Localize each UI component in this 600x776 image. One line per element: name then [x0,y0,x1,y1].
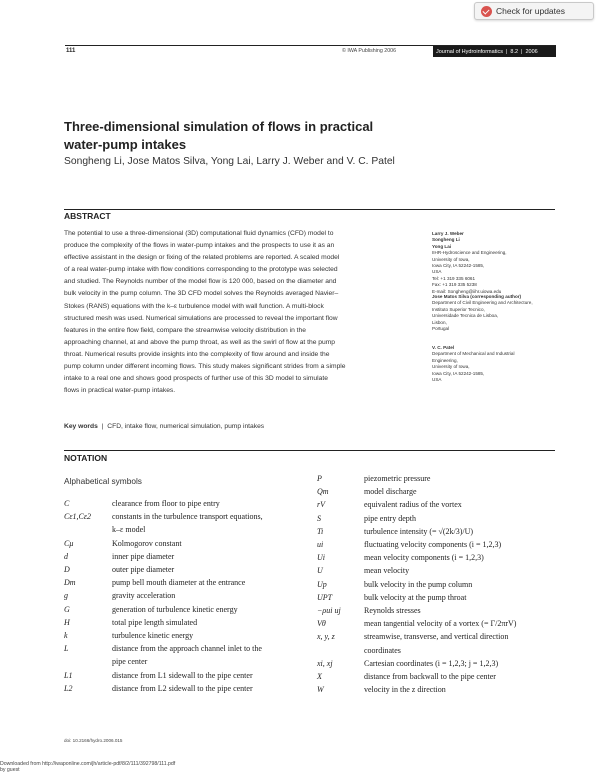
abstract-line: throat. Numerical results provide insights into the complexity of flow around and inside the [64,350,330,358]
notation-definition: total pipe length simulated [112,617,198,627]
abstract-line: of a real water-pump intake with flow conditions corresponding to the prototype was selected [64,266,338,274]
affiliation-line: Department of Mechanical and Industrial [432,351,515,357]
check-updates-icon [481,6,492,17]
notation-symbol: −ρui uj [317,606,341,615]
abstract-line: effective assistant in the design or fixing of the related problems are reported. A scaled model [64,254,340,262]
notation-row [317,564,410,577]
title-line: water-pump intakes [64,137,187,152]
notation-symbol: G [64,604,70,614]
notation-definition: k–ε model [112,525,146,535]
notation-symbol: S [317,513,321,523]
affiliation-author: Yong Lai [432,243,452,249]
notation-row [317,591,467,604]
notation-symbol: UPT [317,592,333,602]
notation-definition: mean tangential velocity of a vortex (= Γ/2πrV) [364,619,517,629]
notation-symbol: Ui [317,553,325,563]
volume-issue: 8.2 [510,48,519,55]
notation-symbol: D [64,565,70,574]
notation-symbol: d [64,551,68,561]
notation-row [64,550,175,563]
journal-year: 2006 [525,48,538,55]
alphabetical-symbols-heading: Alphabetical symbols [64,476,142,486]
abstract-rule [64,209,555,210]
abstract-line: approaching channel, at and above the pump throat, as well as the swirl of flow at the pump [64,338,336,346]
notation-definition: Cartesian coordinates (i = 1,2,3; j = 1,2,3) [364,658,499,668]
notation-row [317,472,431,485]
doi: doi: 10.2166/hydro.2006.015 [64,738,123,743]
copyright: © IWA Publishing 2006 [342,48,397,54]
notation-row [317,630,509,643]
notation-row [64,576,246,589]
affiliation-iowa [432,231,562,295]
notation-symbol: C [64,499,70,508]
abstract-line: produce the complexity of the flows in water-pump intakes and the prospects to use it as an [64,242,335,250]
notation-row [64,563,175,576]
notation-symbol: X [317,672,322,681]
notation-definition: distance from L2 sidewall to the pipe center [112,683,253,693]
notation-definition: fluctuating velocity components (i = 1,2,3) [364,540,502,549]
notation-symbol: g [64,591,68,601]
notation-row [64,537,182,550]
affiliation-author: Jose Matos Silva (corresponding author) [432,294,522,299]
notation-definition: pipe entry depth [364,513,416,523]
notation-heading: NOTATION [64,453,108,463]
notation-symbol: L1 [64,670,73,680]
notation-row [317,670,496,683]
affiliation-line: Instituto Superior Tecnico, [432,306,485,312]
notation-definition: clearance from floor to pipe entry [112,499,220,508]
notation-symbol: L2 [64,683,73,693]
download-note [0,761,175,773]
notation-row [64,589,176,602]
keywords: Key words | CFD, intake flow, numerical simulation, pump intakes [64,423,265,430]
affiliation-line: Engineering, [432,357,458,363]
affiliation-line: Department of Civil Engineering and Architecture, [432,300,533,306]
notation-symbol: rV [317,500,325,510]
abstract-line: flows in practical water-pump intakes. [64,387,176,395]
affiliation-line: University of Iowa, [432,364,470,370]
notation-row [64,510,263,523]
notation-definition: mean velocity components (i = 1,2,3) [364,553,484,563]
affiliation-patel [432,345,562,383]
notation-row [64,616,198,629]
notation-definition: bulk velocity at the pump throat [364,592,467,602]
notation-row [317,657,499,670]
notation-definition: Kolmogorov constant [112,538,182,548]
notation-definition: pump bell mouth diameter at the entrance [112,578,246,588]
notation-row [317,485,417,498]
affiliation-line: USA [432,377,442,383]
notation-symbol: x, y, z [317,632,335,642]
download-line: by guest [0,767,20,773]
notation-row [64,642,262,655]
notation-symbol: U [317,566,323,576]
notation-symbol: ui [317,540,324,549]
keywords-label: Key words [64,423,98,430]
notation-row [317,525,474,538]
abstract-heading: ABSTRACT [64,211,111,221]
abstract-line: intake to a real one and shows good prospects of further use of this 3D model to simulate [64,375,328,383]
notation-symbol: xi, xj [317,658,333,668]
notation-symbol: Up [317,579,327,589]
affiliation-line: University of Iowa, [432,256,470,262]
affiliation-line: Iowa City, IA 52242-1585, [432,370,485,376]
notation-definition: streamwise, transverse, and vertical direction [364,632,509,642]
notation-symbol: H [64,617,70,627]
affiliation-author: V. C. Patel [432,345,455,350]
notation-symbol: Qm [317,487,329,497]
notation-definition: turbulence kinetic energy [112,631,194,640]
journal-name: Journal of Hydroinformatics [436,48,503,55]
check-for-updates-button[interactable] [474,2,594,20]
notation-row [317,578,473,591]
notation-definition: inner pipe diameter [112,551,175,561]
notation-row [64,603,238,616]
keywords-list: CFD, intake flow, numerical simulation, pump intakes [107,423,265,430]
notation-symbol: k [64,631,68,640]
abstract-line: features in the entire flow field, compare the streamwise velocity distribution in the [64,326,306,334]
notation-row [64,497,220,510]
notation-row [64,682,253,695]
title-line: Three-dimensional simulation of flows in practical [64,119,374,134]
notation-row [64,629,194,642]
notation-rule [64,450,555,451]
affiliation-line: Iowa City, IA 52242-1585, [432,263,485,269]
notation-row [317,683,446,696]
notation-symbol: Dm [64,578,76,588]
download-line: Downloaded from http://iwaponline.com/jh/article-pdf/8/2/111/392798/111.pdf [0,761,176,767]
affiliation-lisbon [432,294,562,332]
notation-definition: turbulence intensity (= √(2k/3)/U) [364,526,474,536]
notation-row [317,498,462,511]
affiliation-line: Universidade Tecnica de Lisboa, [432,313,499,319]
notation-row [317,538,502,551]
abstract-line: bulk velocity in the pump column. The 3D CFD model solves the Reynolds averaged Navier– [64,290,339,298]
page-number: 111 [66,48,76,54]
affiliation-line: Lisbon, [432,319,447,325]
notation-definition: bulk velocity in the pump column [364,579,473,589]
notation-definition: generation of turbulence kinetic energy [112,604,238,614]
notation-definition: mean velocity [364,566,410,576]
notation-symbol: L [64,644,69,654]
notation-definition: pipe center [112,657,148,667]
notation-row [317,617,517,630]
abstract-body [64,228,410,397]
abstract-line: Stokes (RANS) equations with the k–ε turbulence model with wall function. A multi-block [64,302,324,310]
affiliation-line: Tel: +1 319 335 6061 [432,275,476,281]
affiliation-line: E-mail: Songheng@iihr.uiowa.edu [432,288,502,294]
notation-definition: distance from the approach channel inlet to the [112,644,262,654]
notation-symbol: Ti [317,526,324,536]
notation-definition: constants in the turbulence transport equations, [112,512,263,522]
notation-definition: piezometric pressure [364,474,431,483]
notation-row [64,669,253,682]
notation-row [317,604,421,617]
check-for-updates-label: Check for updates [496,6,565,16]
notation-row [317,551,484,564]
affiliation-author: Larry J. Weber [432,231,464,236]
notation-definition: equivalent radius of the vortex [364,500,462,510]
notation-definition: Reynolds stresses [364,606,421,615]
notation-symbol: W [317,685,324,695]
notation-row [317,512,416,525]
notation-definition: distance from L1 sidewall to the pipe center [112,670,253,680]
notation-definition: coordinates [364,645,401,655]
paper-title [64,118,404,154]
author-list: Songheng Li, Jose Matos Silva, Yong Lai, Larry J. Weber and V. C. Patel [64,156,395,167]
affiliation-line: USA [432,269,442,275]
notation-definition: distance from backwall to the pipe center [364,672,496,681]
abstract-line: and studied. The Reynolds number of the model flow is 120 000, based on the diameter and [64,278,337,286]
notation-definition: velocity in the z direction [364,685,446,695]
notation-symbol: Cμ [64,538,74,548]
notation-symbol: Cε1,Cε2 [64,512,91,522]
affiliation-line: Fax: +1 319 335 5238 [432,282,477,288]
abstract-line: structured mesh was used. Numerical simulations are processed to reveal the important flow [64,314,338,322]
journal-bar: Journal of Hydroinformatics | 8.2 | 2006 [433,46,556,57]
affiliation-author: Songheng Li [432,237,460,243]
affiliation-line: IIHR-Hydroscience and Engineering, [432,250,507,256]
notation-definition: gravity acceleration [112,591,176,601]
notation-symbol: Vθ [317,619,326,629]
abstract-line: pump column under different incoming flows. This study makes significant strides from a simple [64,363,346,371]
notation-symbol: P [317,474,322,483]
affiliation-line: Portugal [432,326,450,332]
abstract-line: The potential to use a three-dimensional (3D) computational fluid dynamics (CFD) model to [64,230,334,237]
notation-definition: model discharge [364,487,417,497]
notation-definition: outer pipe diameter [112,565,175,574]
